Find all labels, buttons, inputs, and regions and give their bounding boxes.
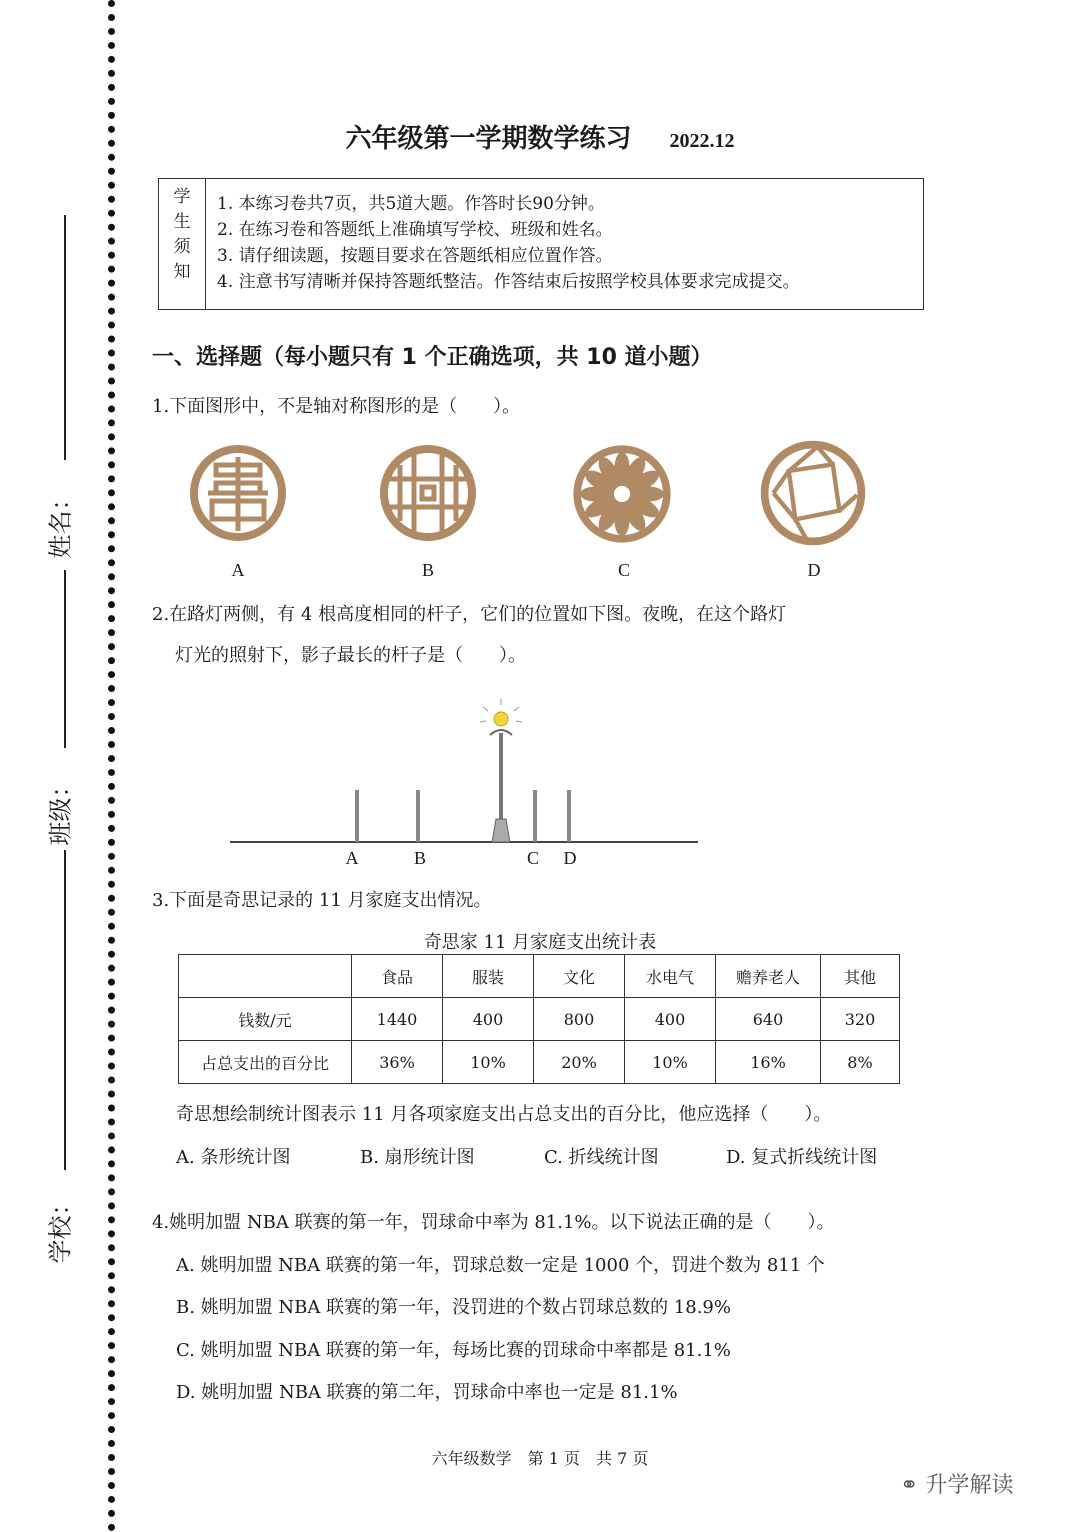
emblem-label: D bbox=[807, 560, 821, 580]
notice-item: 1. 本练习卷共7页，共5道大题。作答时长90分钟。 bbox=[217, 194, 605, 214]
student-notice-box bbox=[158, 178, 924, 310]
table-cell: 640 bbox=[716, 998, 821, 1041]
notice-item: 4. 注意书写清晰并保持答题纸整洁。作答结束后按照学校具体要求完成提交。 bbox=[217, 272, 800, 292]
notice-head-char: 知 bbox=[173, 262, 191, 282]
table-cell: 文化 bbox=[534, 955, 625, 998]
class-label: 班级： bbox=[46, 773, 75, 846]
emblem-label: B bbox=[421, 560, 434, 580]
school-underline bbox=[64, 850, 66, 1170]
q3-option-b: B. 扇形统计图 bbox=[360, 1147, 475, 1168]
question-1-text: 1.下面图形中，不是轴对称图形的是（ ）。 bbox=[152, 396, 521, 417]
table-cell: 10% bbox=[625, 1041, 716, 1084]
table-row bbox=[179, 1041, 900, 1084]
table-cell bbox=[179, 955, 352, 998]
table-cell: 占总支出的百分比 bbox=[179, 1041, 352, 1084]
name-underline bbox=[64, 215, 66, 460]
table-cell: 钱数/元 bbox=[179, 998, 352, 1041]
table-cell: 800 bbox=[534, 998, 625, 1041]
table-cell: 1440 bbox=[352, 998, 443, 1041]
notice-head-char: 生 bbox=[173, 212, 191, 232]
pole-label: A bbox=[345, 848, 359, 868]
table-cell: 20% bbox=[534, 1041, 625, 1084]
streetlamp-diagram bbox=[220, 695, 710, 850]
emblem-c-icon bbox=[568, 440, 676, 548]
question-2-line2: 灯光的照射下，影子最长的杆子是（ ）。 bbox=[175, 645, 526, 666]
table-cell: 320 bbox=[821, 998, 900, 1041]
binding-dotted-line bbox=[108, 0, 115, 1532]
table-cell: 食品 bbox=[352, 955, 443, 998]
table-cell: 36% bbox=[352, 1041, 443, 1084]
emblem-label: A bbox=[231, 560, 245, 580]
q4-option-c: C. 姚明加盟 NBA 联赛的第一年，每场比赛的罚球命中率都是 81.1% bbox=[176, 1340, 731, 1361]
pole-label: D bbox=[563, 848, 577, 868]
notice-item: 2. 在练习卷和答题纸上准确填写学校、班级和姓名。 bbox=[217, 220, 613, 240]
emblem-label: C bbox=[617, 560, 630, 580]
table-cell: 10% bbox=[443, 1041, 534, 1084]
watermark-brand bbox=[900, 1468, 1013, 1499]
q4-option-b: B. 姚明加盟 NBA 联赛的第一年，没罚进的个数占罚球总数的 18.9% bbox=[176, 1297, 731, 1318]
q4-option-d: D. 姚明加盟 NBA 联赛的第二年，罚球命中率也一定是 81.1% bbox=[176, 1382, 678, 1403]
question-3-text: 3.下面是奇思记录的 11 月家庭支出情况。 bbox=[152, 890, 492, 911]
expense-table bbox=[178, 954, 900, 1084]
table-row bbox=[179, 998, 900, 1041]
notice-head-char: 须 bbox=[173, 237, 191, 257]
table-cell: 400 bbox=[625, 998, 716, 1041]
table-cell: 服装 bbox=[443, 955, 534, 998]
q3-option-d: D. 复式折线统计图 bbox=[726, 1147, 878, 1168]
notice-header bbox=[159, 179, 206, 309]
question-3-prompt: 奇思想绘制统计图表示 11 月各项家庭支出占总支出的百分比，他应选择（ ）。 bbox=[176, 1104, 832, 1125]
notice-items bbox=[217, 191, 800, 295]
pole-label: C bbox=[526, 848, 539, 868]
page-title bbox=[0, 118, 1080, 155]
table-cell: 16% bbox=[716, 1041, 821, 1084]
q3-option-c: C. 折线统计图 bbox=[544, 1147, 659, 1168]
notice-item: 3. 请仔细读题，按题目要求在答题纸相应位置作答。 bbox=[217, 246, 613, 266]
school-label: 学校： bbox=[46, 1191, 75, 1264]
section-heading: 一、选择题（每小题只有 1 个正确选项，共 10 道小题） bbox=[152, 345, 713, 370]
title-main: 六年级第一学期数学练习 bbox=[345, 124, 632, 154]
q4-option-a: A. 姚明加盟 NBA 联赛的第一年，罚球总数一定是 1000 个，罚进个数为 811 个 bbox=[176, 1255, 825, 1276]
table-cell: 400 bbox=[443, 998, 534, 1041]
table-title: 奇思家 11 月家庭支出统计表 bbox=[423, 932, 657, 953]
emblem-a-icon bbox=[188, 443, 288, 543]
class-underline-top bbox=[64, 570, 66, 748]
page-footer: 六年级数学 第 1 页 共 7 页 bbox=[431, 1449, 649, 1468]
name-label: 姓名： bbox=[46, 486, 75, 559]
notice-head-char: 学 bbox=[173, 187, 191, 207]
chat-bubble-icon: ⚭ bbox=[900, 1473, 919, 1498]
table-cell: 8% bbox=[821, 1041, 900, 1084]
emblem-b-icon bbox=[378, 443, 478, 543]
q3-option-a: A. 条形统计图 bbox=[176, 1147, 291, 1168]
table-header-row bbox=[179, 955, 900, 998]
emblem-d-icon bbox=[758, 438, 868, 548]
table-cell: 水电气 bbox=[625, 955, 716, 998]
title-date: 2022.12 bbox=[669, 130, 735, 152]
question-2-line1: 2.在路灯两侧，有 4 根高度相同的杆子，它们的位置如下图。夜晚，在这个路灯 bbox=[152, 604, 787, 625]
table-cell: 其他 bbox=[821, 955, 900, 998]
table-cell: 赡养老人 bbox=[716, 955, 821, 998]
question-4-text: 4.姚明加盟 NBA 联赛的第一年，罚球命中率为 81.1%。以下说法正确的是（ ）。 bbox=[152, 1212, 835, 1233]
pole-label: B bbox=[413, 848, 426, 868]
brand-text: 升学解读 bbox=[925, 1473, 1014, 1498]
